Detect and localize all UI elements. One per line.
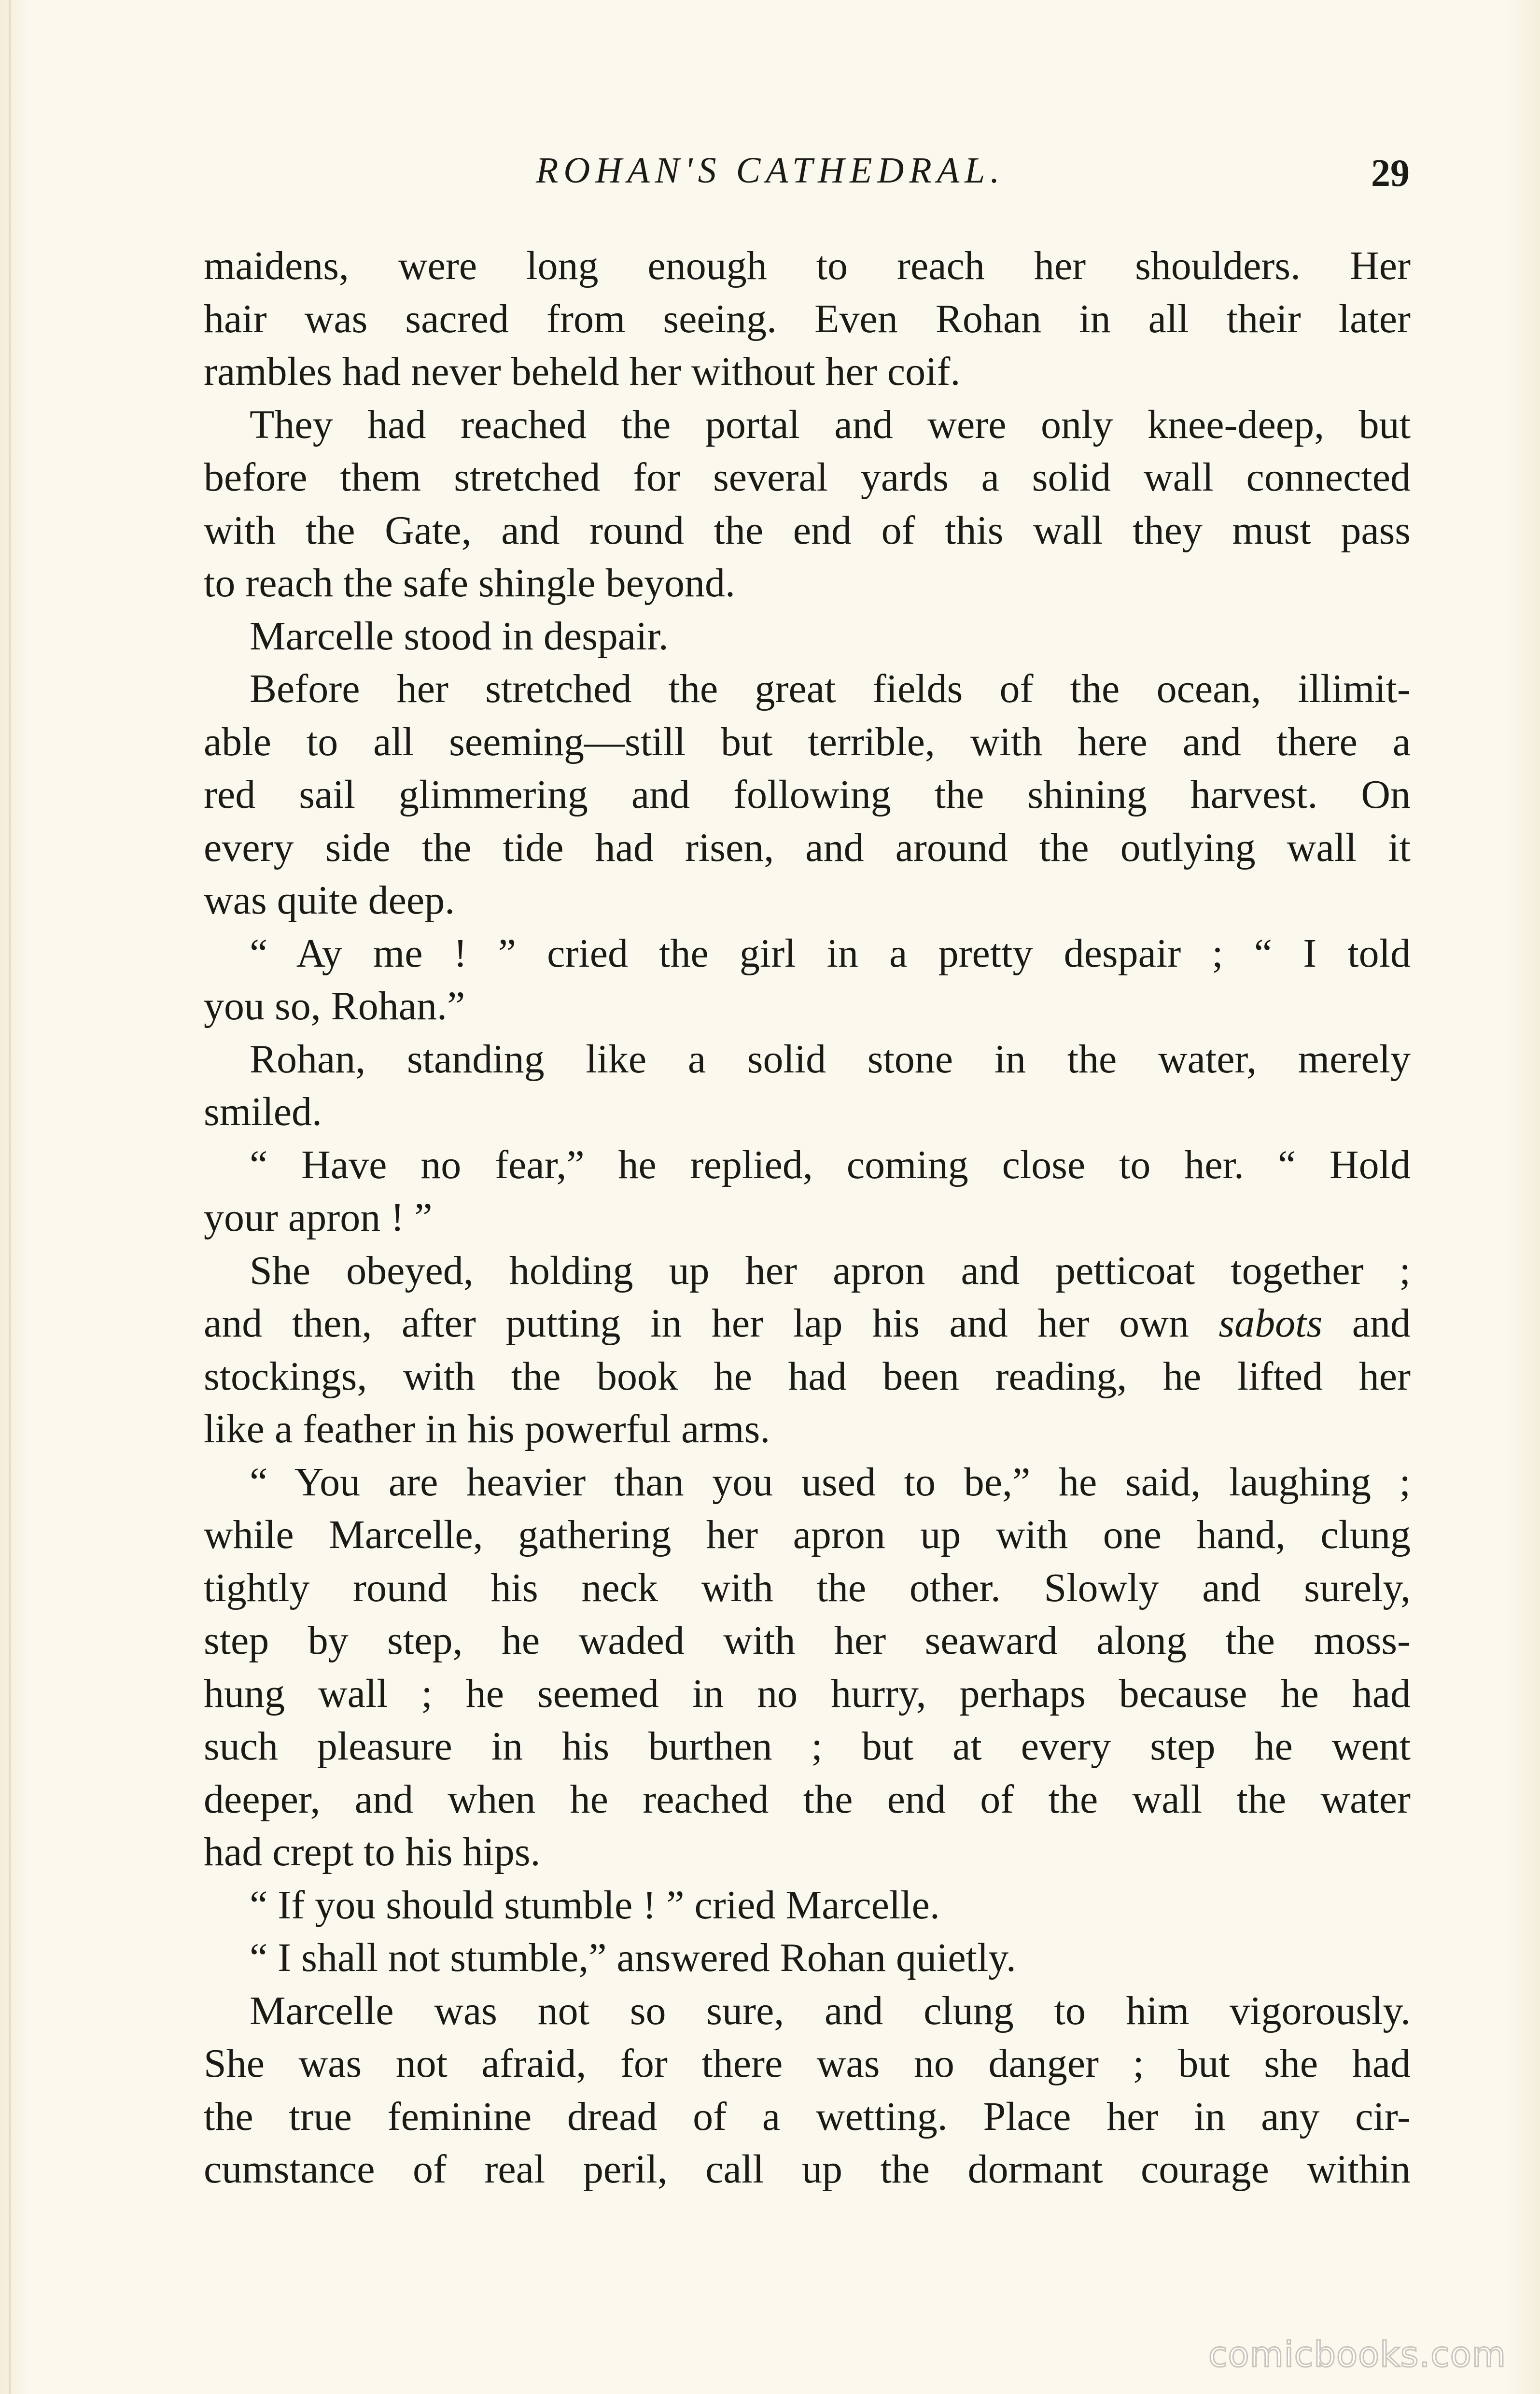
text-line: every side the tide had risen, and around the outlying wall it xyxy=(204,825,1411,870)
text-line: She was not afraid, for there was no danger ; but she had xyxy=(204,2041,1411,2086)
text-line: stockings, with the book he had been reading, he lifted her xyxy=(204,1353,1411,1399)
text-line: She obeyed, holding up her apron and petticoat together ; xyxy=(250,1248,1411,1293)
text-line: your apron ! ” xyxy=(204,1195,433,1240)
text-line: “ If you should stumble ! ” cried Marcelle. xyxy=(250,1882,940,1928)
text-line: Marcelle was not so sure, and clung to him vigorously. xyxy=(250,1988,1411,2033)
italic-word: sabots xyxy=(1218,1301,1323,1346)
body-text xyxy=(204,239,1411,2196)
text-line: had crept to his hips. xyxy=(204,1830,541,1874)
text-line: hung wall ; he seemed in no hurry, perhaps because he had xyxy=(204,1671,1411,1716)
text-line: Rohan, standing like a solid stone in the water, merely xyxy=(250,1036,1411,1082)
text-line: was quite deep. xyxy=(204,878,455,923)
text-line: like a feather in his powerful arms. xyxy=(204,1407,770,1451)
text-line: able to all seeming—still but terrible, with here and there a xyxy=(204,719,1411,764)
text-line: smiled. xyxy=(204,1089,322,1134)
text-line: maidens, were long enough to reach her shoulders. Her xyxy=(204,243,1411,288)
text-line: such pleasure in his burthen ; but at every step he went xyxy=(204,1724,1411,1769)
binding-edge xyxy=(9,0,11,2394)
text-line: step by step, he waded with her seaward along the moss- xyxy=(204,1618,1411,1663)
watermark-logo: comicbooks.com xyxy=(1208,2334,1506,2375)
text-line: while Marcelle, gathering her apron up with one hand, clung xyxy=(204,1512,1411,1557)
text-line: you so, Rohan.” xyxy=(204,984,465,1028)
text-line: Before her stretched the great fields of the ocean, illimit- xyxy=(250,666,1411,711)
running-head xyxy=(203,145,1410,208)
text-line: hair was sacred from seeing. Even Rohan in all their later xyxy=(204,296,1411,341)
text-line: “ I shall not stumble,” answered Rohan quietly. xyxy=(250,1935,1016,1980)
text-line: cumstance of real peril, call up the dormant courage within xyxy=(204,2147,1411,2192)
text-line: to reach the safe shingle beyond. xyxy=(204,561,735,606)
text-line: deeper, and when he reached the end of the wall the water xyxy=(204,1776,1411,1822)
text-line: They had reached the portal and were only knee-deep, but xyxy=(250,402,1411,447)
text-line: red sail glimmering and following the shining harvest. On xyxy=(204,772,1411,817)
text-line: tightly round his neck with the other. Slowly and surely, xyxy=(204,1565,1411,1610)
text-line: with the Gate, and round the end of this wall they must pass xyxy=(204,507,1411,553)
text-line: “ Ay me ! ” cried the girl in a pretty despair ; “ I told xyxy=(250,930,1411,976)
text-line: “ You are heavier than you used to be,” he said, laughing ; xyxy=(250,1459,1411,1505)
text-line: “ Have no fear,” he replied, coming close to her. “ Hold xyxy=(250,1142,1411,1187)
running-title: ROHAN'S CATHEDRAL. xyxy=(536,150,1005,191)
text-line: the true feminine dread of a wetting. Place her in any cir- xyxy=(204,2094,1411,2139)
text-line: Marcelle stood in despair. xyxy=(250,613,669,659)
text-line: rambles had never beheld her without her coif. xyxy=(204,349,961,394)
page-number: 29 xyxy=(1371,152,1410,195)
text-line: and then, after putting in her lap his and her own sabots and xyxy=(204,1301,1411,1346)
text-line: before them stretched for several yards a solid wall connected xyxy=(204,455,1411,500)
